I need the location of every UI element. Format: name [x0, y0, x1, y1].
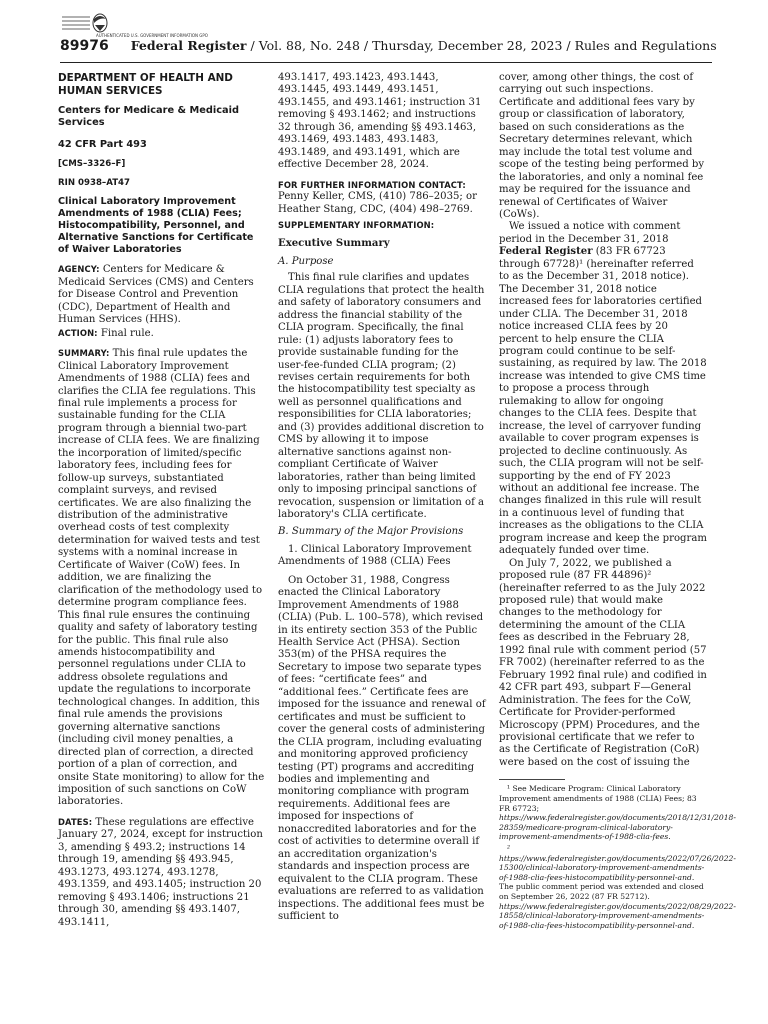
cfr-part: 42 CFR Part 493	[58, 138, 147, 150]
rin-number: RIN 0938–AT47	[58, 177, 131, 188]
agency-heading: DEPARTMENT OF HEALTH AND HUMAN SERVICES	[58, 72, 233, 97]
rule-subject: Clinical Laboratory Improvement Amendments of 1988 (CLIA) Fees; Histocompatibility, Personnel, and Alternative Sanctions for Certificate of Waiver Laboratories	[58, 195, 254, 256]
summary-label: SUMMARY:	[58, 348, 110, 359]
footnote-2-link-2[interactable]: https://www.federalregister.gov/documents/2022/08/29/2022-18558/clinical-laboratory-improvement-amendments-of-1988-clia-fees-histocompatibility-personnel-and	[499, 901, 736, 930]
agency-text: Centers for Medicare & Medicaid Services (CMS) and Centers for Disease Control and Prevention (CDC), Department of Health and Human Services (HHS).	[58, 264, 254, 326]
footnote-2-link-1[interactable]: ² https://www.federalregister.gov/documents/2022/07/26/2022-15300/clinical-laboratory-improvement-amendments-of-1988-clia-fees-histocompatibility-personnel-and	[499, 843, 736, 882]
action-label: ACTION:	[58, 327, 98, 338]
agency-label: AGENCY:	[58, 264, 100, 275]
contact-label: FOR FURTHER INFORMATION CONTACT:	[278, 179, 466, 190]
footnote-2-end: .	[691, 920, 695, 930]
action-paragraph	[58, 327, 266, 340]
footnote-1-link[interactable]: https://www.federalregister.gov/documents/2018/12/31/2018-28359/medicare-program-clinical-laboratory-improvement-amendments-of-1988-clia-fees	[499, 813, 736, 842]
footnote-2	[499, 843, 736, 930]
footnote-rule	[499, 779, 565, 780]
notice-2018-text-b: (83 FR 67723 through 67728)¹ (hereinafter referred to as the December 31, 2018 notice). The December 31, 2018 notice increased fees for laboratories certified under CLIA. The December 31, 2018 notice increased CLIA fees by 20 percent to help ensure the CLIA program could continue to be self-sustaining, as required by law. The 2018 increase was intended to give CMS time to propose a process through rulemaking to allow for ongoing changes to the CLIA fees. Despite that increase, the level of carryover funding available to cover program expenses is projected to decline continuously. As such, the CLIA program will not be self-supporting by the end of FY 2023 without an additional fee increase. The changes finalized in this rule will result in a continuous level of funding that increases as the obligations to the CLIA program increase and keep the program adequately funded over time.	[499, 246, 707, 557]
dates-text: These regulations are effective January 27, 2024, except for instruction 3, amending § 493.2; instructions 14 through 19, amending §§ 493.945, 493.1273, 493.1274, 493.1278, 493.1359, and 493.1405; instruction 20 removing § 493.1406; instructions 21 through 30, amending §§ 493.1407, 493.1411,	[58, 816, 263, 928]
fees-continued-paragraph: cover, among other things, the cost of carrying out such inspections. Certificate and additional fees vary by group or classification of laboratory, based on such considerations as the Secretary determines relevant, which may include the total test volume and scope of the testing being performed by the laboratories, and only a nominal fee may be required for the issuance and renewal of Certificates of Waiver (CoWs).	[499, 72, 705, 220]
summary-paragraph	[58, 347, 266, 809]
notice-2018-text-a: We issued a notice with comment period in the December 31, 2018	[499, 221, 681, 245]
running-head	[60, 38, 720, 60]
docket-number: [CMS–3326–F]	[58, 159, 126, 170]
contact-text: Penny Keller, CMS, (410) 786–2035; or Heather Stang, CDC, (404) 498–2769.	[278, 191, 477, 215]
column-1	[58, 72, 266, 1017]
supplementary-label: SUPPLEMENTARY INFORMATION:	[278, 219, 435, 230]
column-3	[499, 72, 736, 1017]
clia-fees-heading: 1. Clinical Laboratory Improvement Amendments of 1988 (CLIA) Fees	[278, 543, 472, 568]
dates-paragraph	[58, 816, 266, 929]
purpose-heading: A. Purpose	[278, 255, 334, 267]
publication-name: Federal Register	[130, 38, 247, 53]
clia-fees-text: On October 31, 1988, Congress enacted the Clinical Laboratory Improvement Amendments of 1988 (CLIA) (Pub. L. 100–578), which revised in its entirety section 353 of the Public Health Service Act (PHSA). Section 353(m) of the PHSA requires the Secretary to impose two separate types of fees: “certificate fees” and “additional fees.” Certificate fees are imposed for the issuance and renewal of certificates and must be sufficient to cover the general costs of administering the CLIA program, including evaluating and monitoring approved proficiency testing (PT) programs and accrediting bodies and implementing and monitoring compliance with program requirements. Additional fees are imposed for inspections of nonaccredited laboratories and for the cost of activities to determine overall if an accreditation organization's standards and inspection process are equivalent to the CLIA program. These evaluations are referred to as validation inspections. The additional fees must be sufficient to	[278, 574, 486, 922]
executive-summary-heading: Executive Summary	[278, 238, 390, 250]
footnote-1-end: .	[668, 832, 671, 842]
header-rule	[60, 62, 712, 63]
proposed-rule-paragraph: On July 7, 2022, we published a proposed rule (87 FR 44896)² (hereinafter referred to as the July 2022 proposed rule) that would make changes to the methodology for determining the amount of the CLIA fees as described in the February 28, 1992 final rule with comment period (57 FR 7002) (hereinafter referred to as the February 1992 final rule) and codified in 42 CFR part 493, subpart F—General Administration. The fees for the CoW, Certificate for Provider-performed Microscopy (PPM) Procedures, and the provisional certificate that we refer to as the Certificate of Registration (CoR) were based on the cost of issuing the	[499, 557, 707, 768]
sub-agency-heading: Centers for Medicare & Medicaid Services	[58, 105, 240, 129]
major-provisions-heading: B. Summary of the Major Provisions	[278, 526, 464, 538]
footnote-1-text: ¹ See Medicare Program: Clinical Laboratory Improvement amendments of 1988 (CLIA) Fees; 83 FR 67723;	[499, 784, 697, 813]
seal-text: AUTHENTICATED U.S. GOVERNMENT INFORMATION GPO	[96, 33, 208, 38]
purpose-text: This final rule clarifies and updates CLIA regulations that protect the health and safety of laboratory consumers and address the financial stability of the CLIA program. Specifically, the final rule: (1) adjusts laboratory fees to provide sustainable funding for the user-fee-funded CLIA program; (2) revises certain requirements for both the histocompatibility test specialty as well as personnel qualifications and responsibilities for CLIA laboratories; and (3) provides additional discretion to CMS by allowing it to impose alternative sanctions against non-compliant Certificate of Waiver laboratories, rather than being limited only to imposing principal sanctions of revocation, suspension or limitation of a laboratory's CLIA certificate.	[278, 272, 485, 520]
gpo-authentication-seal-icon	[60, 9, 208, 39]
agency-paragraph	[58, 263, 266, 326]
notice-2018-paragraph	[499, 221, 707, 557]
footnote-2-text: . The public comment period was extended and closed on September 26, 2022 (87 FR 52712).	[499, 872, 704, 901]
page-number: 89976	[60, 38, 109, 54]
federal-register-ref: Federal Register	[499, 246, 593, 258]
footnote-1	[499, 784, 736, 842]
action-text: Final rule.	[97, 327, 154, 339]
dates-continued: 493.1417, 493.1423, 493.1443, 493.1445, 493.1449, 493.1451, 493.1455, and 493.1461; instruction 31 removing § 493.1462; and instructions 32 through 36, amending §§ 493.1463, 493.1469, 493.1483, 493.1483, 493.1489, and 493.1491, which are effective December 28, 2024.	[278, 72, 482, 171]
dates-label: DATES:	[58, 816, 93, 827]
summary-text: This final rule updates the Clinical Laboratory Improvement Amendments of 1988 (CLIA) fees and clarifies the CLIA fee regulations. This final rule implements a process for sustainable funding for the CLIA program through a biennial two-part increase of CLIA fees. We are finalizing the incorporation of limited/specific laboratory fees, including fees for follow-up surveys, substantiated complaint surveys, and revised certificates. We are also finalizing the distribution of the administrative overhead costs of test complexity determination for waived tests and test systems with a nominal increase in Certificate of Waiver (CoW) fees. In addition, we are finalizing the clarification of the methodology used to determine program compliance fees. This final rule ensures the continuing quality and safety of laboratory testing for the public. This final rule also amends histocompatibility and personnel regulations under CLIA to address obsolete regulations and update the regulations to incorporate technological changes. In addition, this final rule amends the provisions governing alternative sanctions (including civil money penalties, a directed plan of correction, a directed portion of a plan of correction, and onsite State monitoring) to allow for the imposition of such sanctions on CoW laboratories.	[58, 348, 265, 808]
column-2	[278, 72, 486, 1017]
issue-citation: / Vol. 88, No. 248 / Thursday, December 28, 2023 / Rules and Regulations	[246, 38, 717, 53]
